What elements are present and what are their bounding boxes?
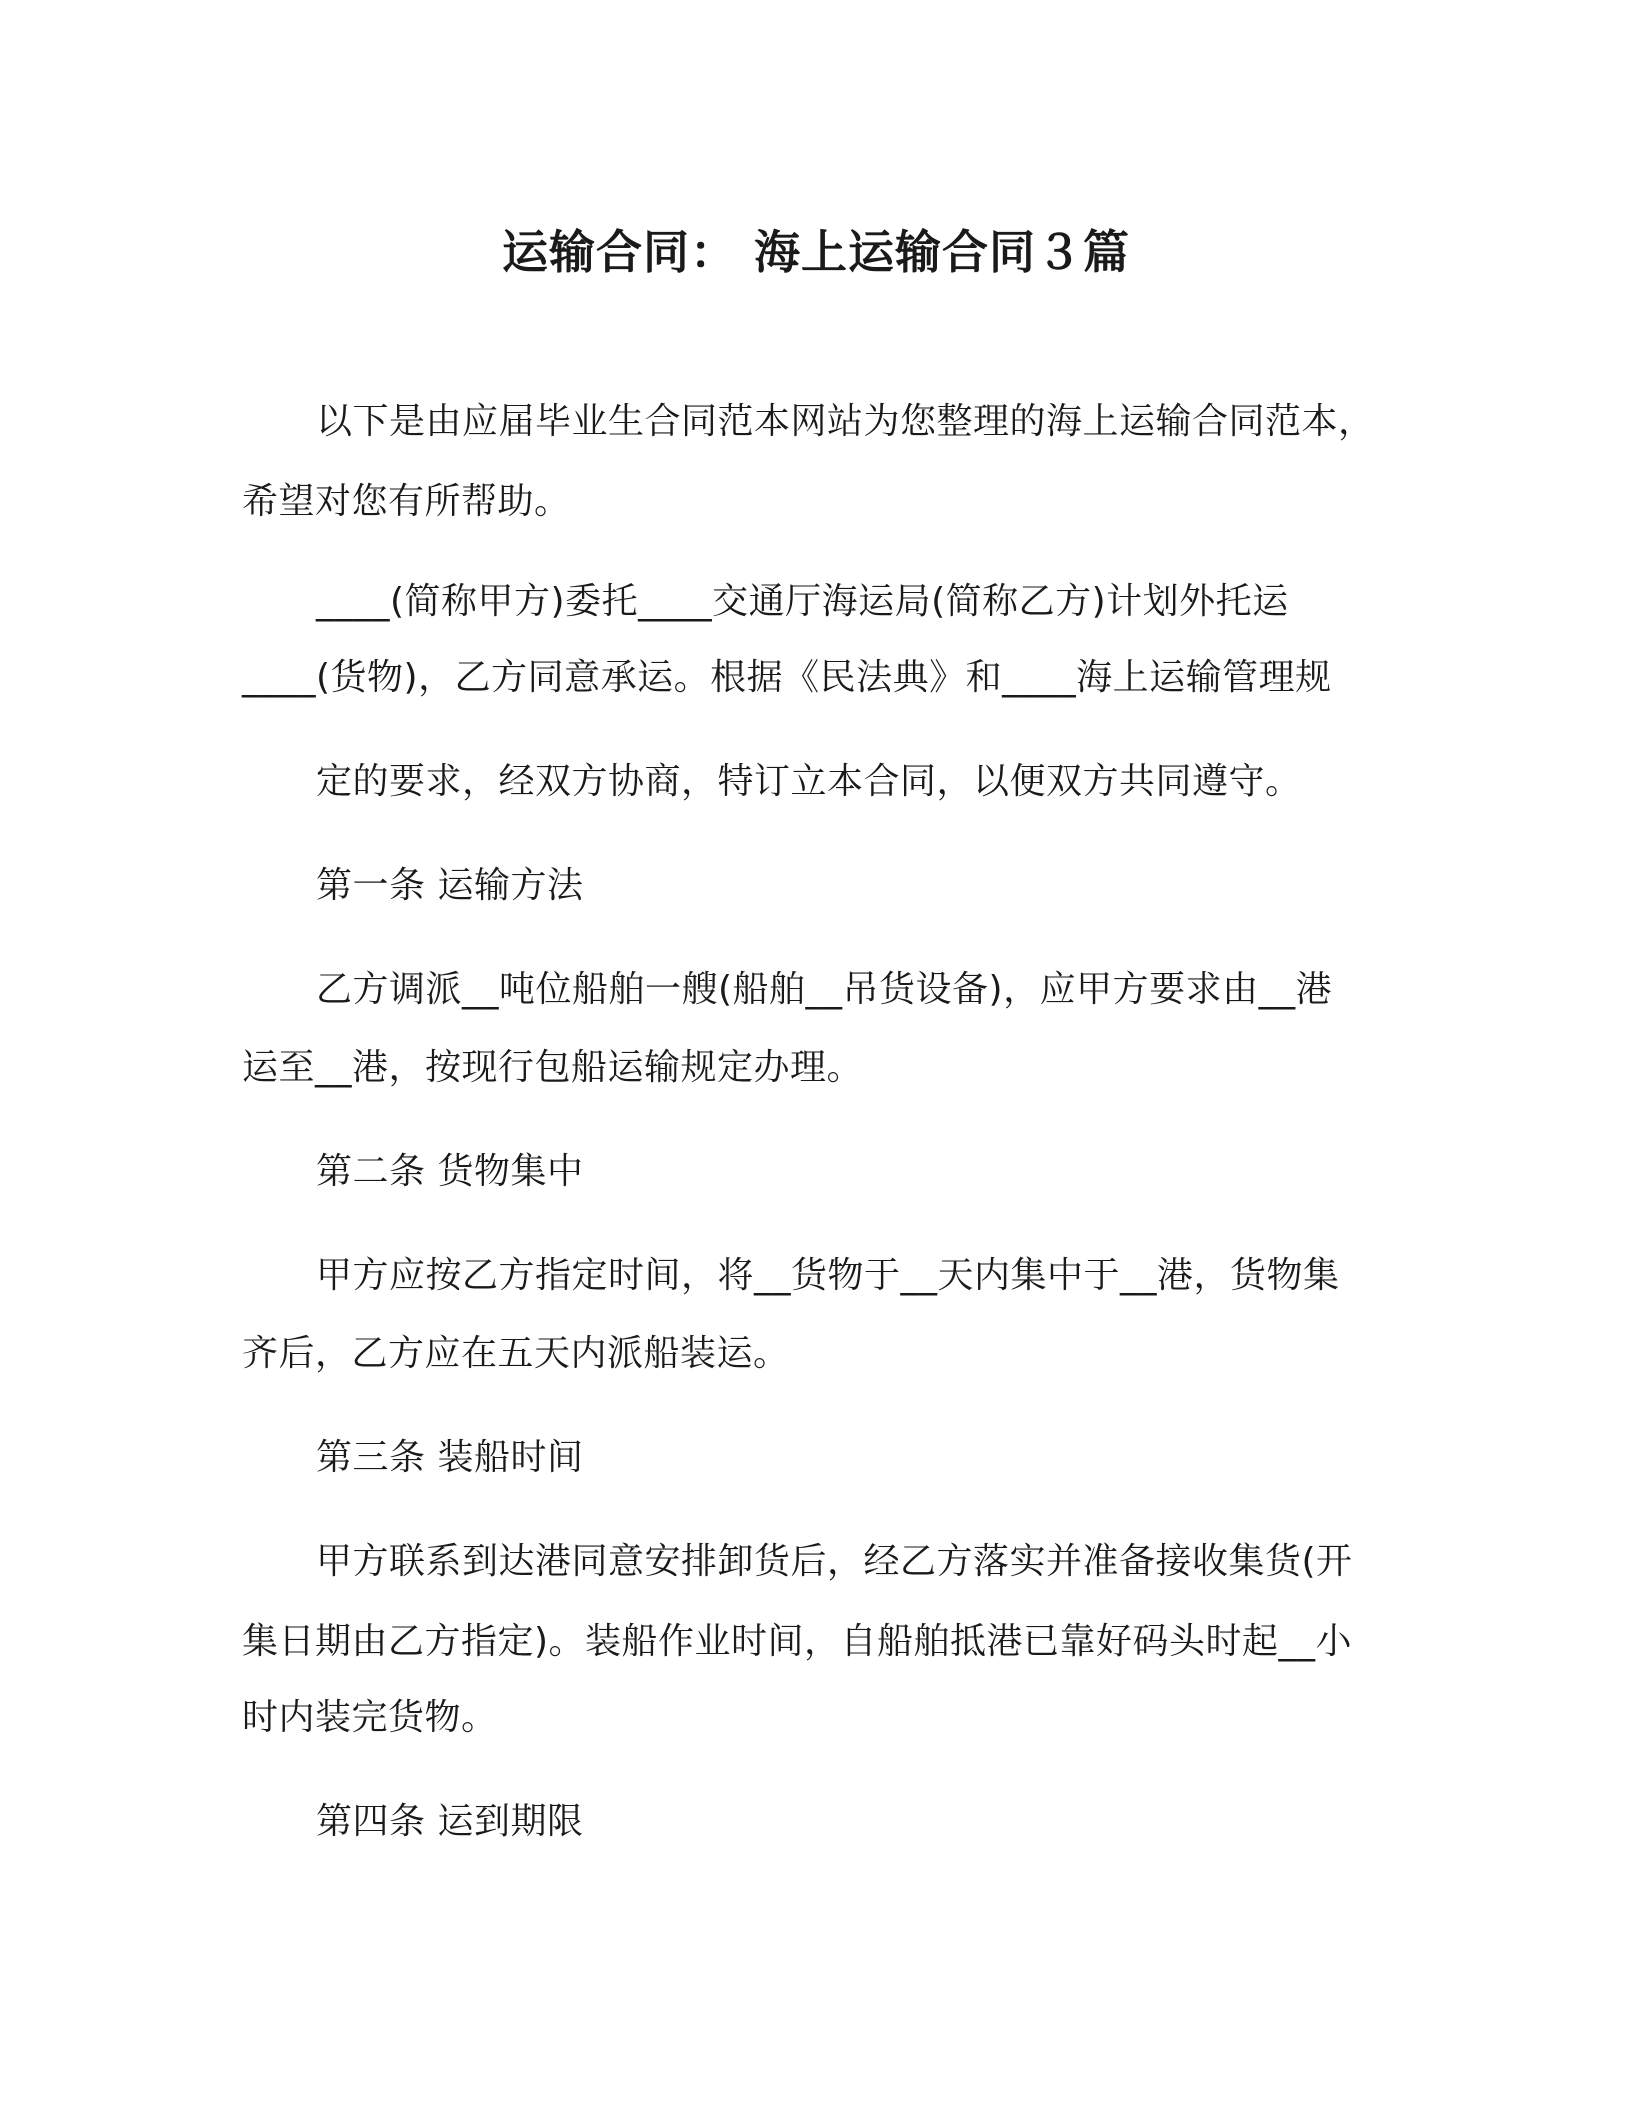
article-2-line-2: 齐后，乙方应在五天内派船装运。 [242,1333,790,1374]
document-title: 运输合同： 海上运输合同３篇 [501,225,1130,279]
preamble-line-1: ____(简称甲方)委托____交通厅海运局(简称乙方)计划外托运 [316,581,1289,622]
article-1-heading: 第一条 运输方法 [316,865,584,906]
article-3-heading: 第三条 装船时间 [316,1437,584,1478]
article-3-line-1: 甲方联系到达港同意安排卸货后，经乙方落实并准备接收集货(开 [316,1541,1353,1582]
article-1-line-1: 乙方调派__吨位船舶一艘(船舶__吊货设备)，应甲方要求由__港 [316,969,1333,1010]
preamble-line-3: 定的要求，经双方协商，特订立本合同，以便双方共同遵守。 [316,761,1302,802]
preamble-line-2: ____(货物)，乙方同意承运。根据《民法典》和____海上运输管理规 [242,657,1332,698]
article-1-line-2: 运至__港，按现行包船运输规定办理。 [242,1047,864,1088]
article-2-line-1: 甲方应按乙方指定时间，将__货物于__天内集中于__港，货物集 [316,1255,1340,1296]
intro-line-2: 希望对您有所帮助。 [242,481,571,522]
intro-line-1: 以下是由应届毕业生合同范本网站为您整理的海上运输合同范本， [316,401,1375,442]
article-4-heading: 第四条 运到期限 [316,1801,584,1842]
article-2-heading: 第二条 货物集中 [316,1151,584,1192]
article-3-line-2: 集日期由乙方指定)。装船作业时间，自船舶抵港已靠好码头时起__小 [242,1621,1353,1662]
article-3-line-3: 时内装完货物。 [242,1697,498,1738]
